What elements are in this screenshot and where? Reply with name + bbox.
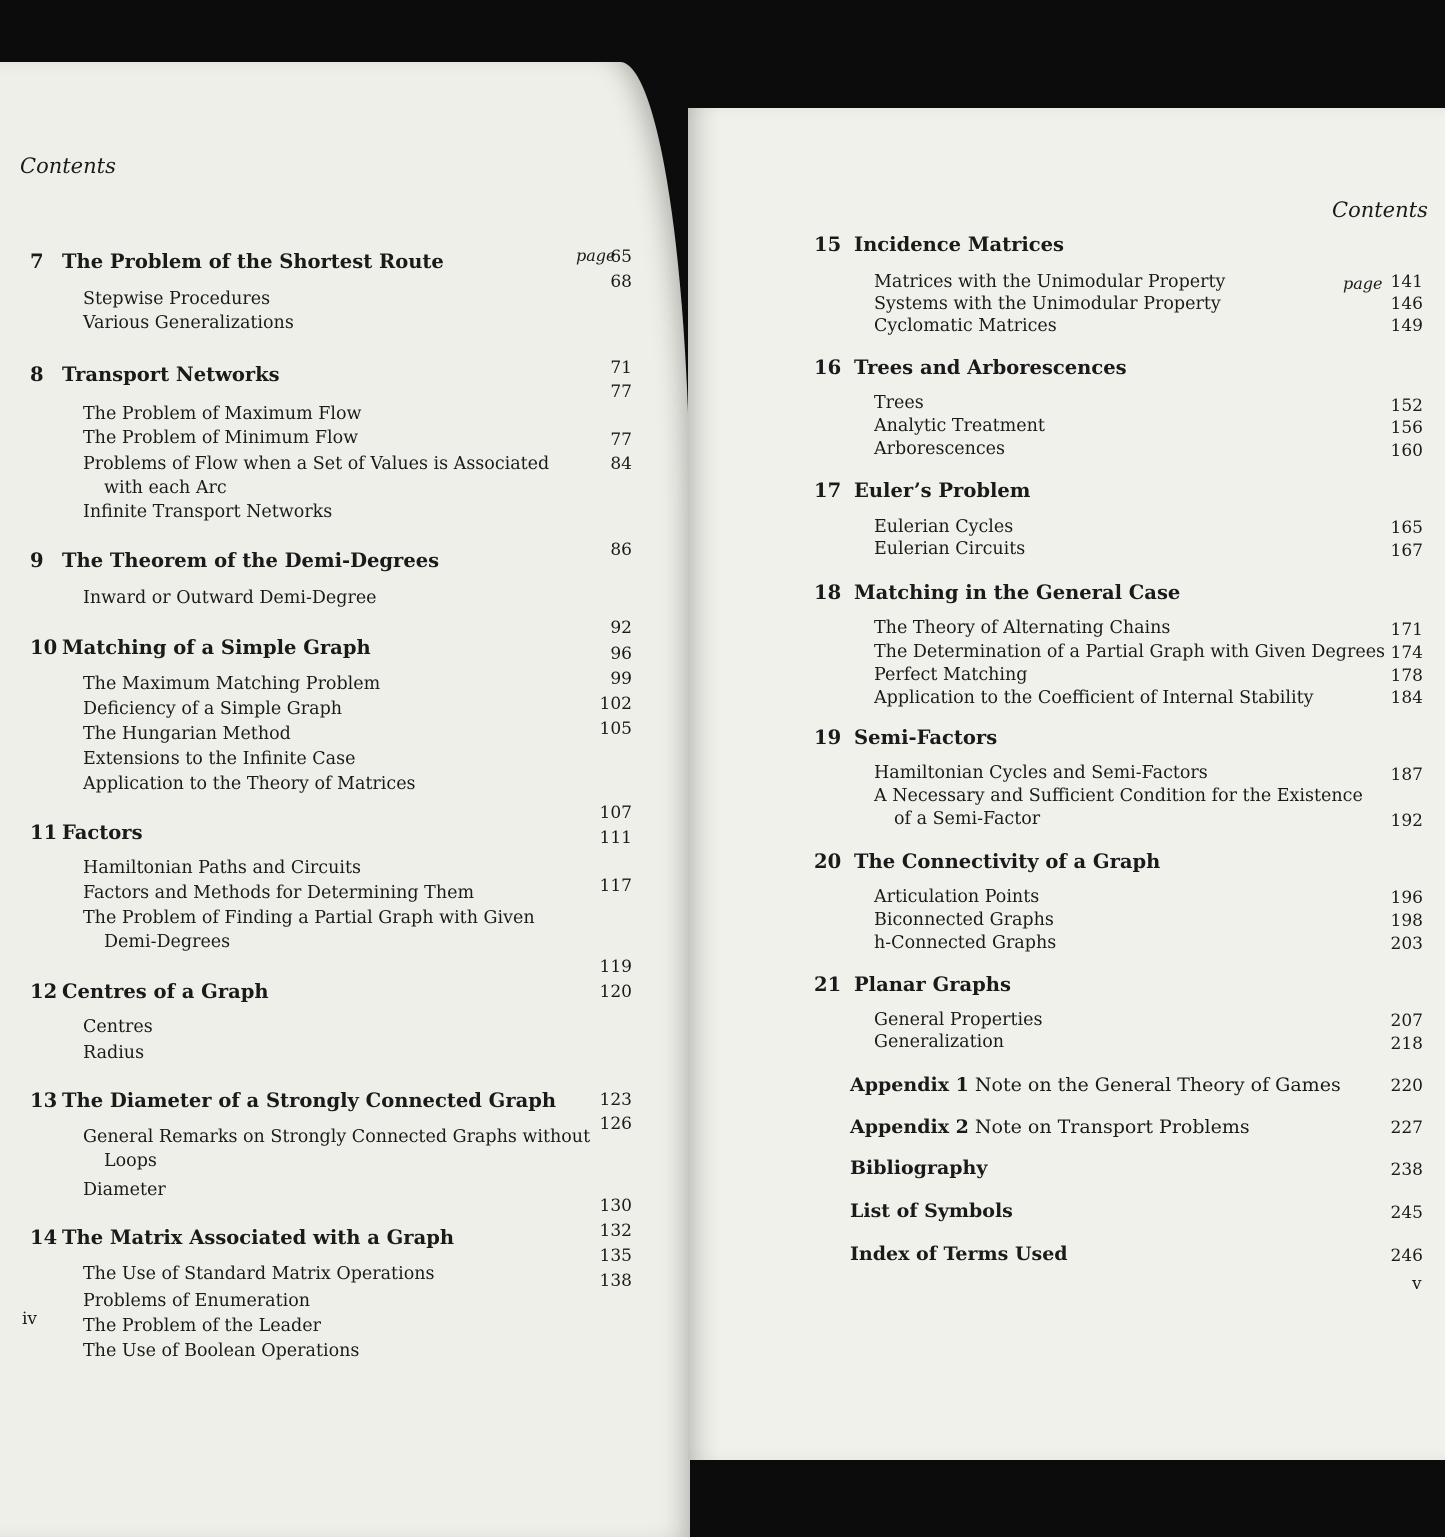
chapter-title-text: Trees and Arborescences	[854, 356, 1127, 379]
section-entry: Radius	[83, 1043, 145, 1063]
page-number: 203	[1390, 934, 1423, 954]
section-entry: The Use of Standard Matrix Operations	[83, 1264, 435, 1284]
section-entry: Application to the Theory of Matrices	[83, 774, 416, 794]
page-number: 245	[1390, 1203, 1423, 1223]
chapter-number: 14	[30, 1226, 58, 1249]
chapter-title-text: Matching of a Simple Graph	[62, 636, 371, 659]
page-number: 135	[599, 1246, 632, 1266]
back-matter-entry	[850, 1243, 1068, 1265]
page-number: 167	[1390, 541, 1423, 561]
chapter-number: 15	[814, 233, 842, 256]
page-number: 218	[1390, 1034, 1423, 1054]
page-number: 149	[1390, 316, 1423, 336]
section-entry: Various Generalizations	[83, 313, 294, 333]
page-number: 238	[1390, 1160, 1423, 1180]
appendix-entry	[850, 1116, 1250, 1138]
chapter-title	[814, 479, 1030, 502]
page-number: 130	[599, 1196, 632, 1216]
section-entry: The Problem of the Leader	[83, 1316, 321, 1336]
page-number: 123	[599, 1090, 632, 1110]
page-number: 132	[599, 1221, 632, 1241]
section-entry: The Maximum Matching Problem	[83, 674, 381, 694]
page-number: 105	[599, 719, 632, 739]
back-matter-entry	[850, 1157, 987, 1179]
page-number: 171	[1390, 620, 1423, 640]
page-number: 86	[610, 540, 632, 560]
chapter-number: 10	[30, 636, 58, 659]
page-number: 156	[1390, 418, 1423, 438]
section-entry: The Determination of a Partial Graph with Given Degrees	[874, 642, 1386, 662]
section-entry: Problems of Enumeration	[83, 1291, 311, 1311]
section-entry: Analytic Treatment	[874, 416, 1045, 436]
chapter-title	[814, 850, 1160, 873]
chapter-title	[30, 250, 444, 273]
page-number: 68	[610, 272, 632, 292]
section-entry: Factors and Methods for Determining Them	[83, 883, 475, 903]
chapter-number: 13	[30, 1089, 58, 1112]
chapter-title	[30, 363, 280, 386]
page-number: 77	[610, 382, 632, 402]
chapter-number: 18	[814, 581, 842, 604]
page-number: 246	[1390, 1246, 1423, 1266]
chapter-title-text: The Diameter of a Strongly Connected Graph	[62, 1089, 557, 1112]
right-page	[688, 108, 1445, 1460]
back-matter-title: Index of Terms Used	[850, 1243, 1068, 1265]
page-number: 99	[610, 669, 632, 689]
page-number: 178	[1390, 666, 1423, 686]
page-number: 165	[1390, 518, 1423, 538]
page-number: 96	[610, 644, 632, 664]
section-entry: Eulerian Cycles	[874, 517, 1014, 537]
page-number: 146	[1390, 294, 1423, 314]
back-matter-title: Bibliography	[850, 1157, 988, 1179]
section-entry-continued: Loops	[104, 1151, 157, 1171]
chapter-title	[814, 233, 1064, 256]
page-number: 192	[1390, 811, 1423, 831]
chapter-number: 8	[30, 363, 44, 386]
section-entry: Articulation Points	[874, 887, 1040, 907]
section-entry: The Theory of Alternating Chains	[874, 618, 1171, 638]
right-folio: v	[1412, 1274, 1422, 1294]
chapter-title	[30, 636, 371, 659]
appendix-label: Appendix 1	[850, 1074, 969, 1096]
section-entry: General Properties	[874, 1010, 1043, 1030]
chapter-title-text: The Theorem of the Demi-Degrees	[62, 549, 440, 572]
chapter-number: 16	[814, 356, 842, 379]
left-page	[0, 62, 690, 1537]
chapter-title-text: The Connectivity of a Graph	[854, 850, 1161, 873]
page-number: 220	[1390, 1076, 1423, 1096]
page-number: 92	[610, 618, 632, 638]
section-entry: Biconnected Graphs	[874, 910, 1054, 930]
chapter-number: 12	[30, 980, 58, 1003]
page-number: 174	[1390, 643, 1423, 663]
chapter-title-text: The Matrix Associated with a Graph	[62, 1226, 455, 1249]
chapter-number: 21	[814, 973, 842, 996]
section-entry: Generalization	[874, 1032, 1005, 1052]
right-running-head: Contents	[1332, 198, 1428, 222]
page-number: 120	[599, 982, 632, 1002]
section-entry: h-Connected Graphs	[874, 933, 1057, 953]
section-entry: Systems with the Unimodular Property	[874, 294, 1221, 314]
section-entry: Problems of Flow when a Set of Values is Associated	[83, 454, 550, 474]
section-entry: A Necessary and Sufficient Condition for the Existence	[874, 786, 1363, 806]
section-entry: Diameter	[83, 1180, 166, 1200]
chapter-title	[814, 973, 1011, 996]
page-number: 152	[1390, 396, 1423, 416]
chapter-title	[30, 549, 439, 572]
section-entry: Arborescences	[874, 439, 1006, 459]
section-entry: The Problem of Maximum Flow	[83, 404, 362, 424]
section-entry: General Remarks on Strongly Connected Graphs without	[83, 1127, 591, 1147]
chapter-title-text: Euler’s Problem	[854, 479, 1031, 502]
page-number: 160	[1390, 441, 1423, 461]
appendix-title: Note on the General Theory of Games	[968, 1074, 1341, 1096]
section-entry: Eulerian Circuits	[874, 539, 1026, 559]
section-entry: Centres	[83, 1017, 153, 1037]
page-number: 117	[599, 876, 632, 896]
section-entry: Stepwise Procedures	[83, 289, 271, 309]
section-entry-continued: Demi-Degrees	[104, 932, 231, 952]
appendix-entry	[850, 1074, 1341, 1096]
chapter-title	[30, 821, 143, 844]
page-number: 71	[610, 358, 632, 378]
section-entry: The Use of Boolean Operations	[83, 1341, 360, 1361]
chapter-title-text: Transport Networks	[62, 363, 280, 386]
chapter-title	[814, 356, 1127, 379]
section-entry: Hamiltonian Paths and Circuits	[83, 858, 361, 878]
chapter-title	[814, 581, 1180, 604]
chapter-title-text: The Problem of the Shortest Route	[62, 250, 444, 273]
page-number: 111	[599, 828, 632, 848]
section-entry: Cyclomatic Matrices	[874, 316, 1057, 336]
section-entry: The Problem of Minimum Flow	[83, 428, 359, 448]
back-matter-title: List of Symbols	[850, 1200, 1013, 1222]
section-entry-continued: of a Semi-Factor	[894, 809, 1041, 829]
chapter-number: 20	[814, 850, 842, 873]
right-page-label: page	[1343, 274, 1383, 293]
section-entry: Trees	[874, 393, 924, 413]
chapter-number: 19	[814, 726, 842, 749]
section-entry: Hamiltonian Cycles and Semi-Factors	[874, 763, 1208, 783]
page-number: 65	[610, 247, 632, 267]
section-entry: Inward or Outward Demi-Degree	[83, 588, 377, 608]
section-entry: Perfect Matching	[874, 665, 1028, 685]
page-number: 187	[1390, 765, 1423, 785]
chapter-title	[30, 980, 269, 1003]
left-folio: iv	[22, 1309, 38, 1329]
page-number: 227	[1390, 1118, 1423, 1138]
page-number: 84	[610, 454, 632, 474]
page-number: 77	[610, 430, 632, 450]
section-entry-continued: with each Arc	[104, 478, 227, 498]
chapter-title-text: Matching in the General Case	[854, 581, 1181, 604]
chapter-title	[30, 1089, 556, 1112]
section-entry: Application to the Coefficient of Internal Stability	[874, 688, 1314, 708]
chapter-title	[30, 1226, 454, 1249]
page-number: 196	[1390, 888, 1423, 908]
back-matter-entry	[850, 1200, 1013, 1222]
chapter-title-text: Semi-Factors	[854, 726, 998, 749]
appendix-label: Appendix 2	[850, 1116, 969, 1138]
page-number: 102	[599, 694, 632, 714]
section-entry: Deficiency of a Simple Graph	[83, 699, 343, 719]
chapter-number: 7	[30, 250, 44, 273]
section-entry: Extensions to the Infinite Case	[83, 749, 356, 769]
section-entry: Infinite Transport Networks	[83, 502, 333, 522]
appendix-title: Note on Transport Problems	[968, 1116, 1250, 1138]
page-number: 198	[1390, 911, 1423, 931]
chapter-number: 17	[814, 479, 842, 502]
page-number: 207	[1390, 1011, 1423, 1031]
page-number: 126	[599, 1114, 632, 1134]
chapter-title-text: Factors	[62, 821, 143, 844]
page-number: 141	[1390, 272, 1423, 292]
page-number: 138	[599, 1271, 632, 1291]
chapter-number: 9	[30, 549, 44, 572]
left-running-head: Contents	[20, 154, 116, 178]
page-number: 184	[1390, 688, 1423, 708]
chapter-number: 11	[30, 821, 58, 844]
section-entry: Matrices with the Unimodular Property	[874, 272, 1226, 292]
chapter-title-text: Centres of a Graph	[62, 980, 269, 1003]
left-page-label: page	[576, 246, 616, 265]
page-number: 107	[599, 803, 632, 823]
chapter-title-text: Incidence Matrices	[854, 233, 1065, 256]
section-entry: The Hungarian Method	[83, 724, 291, 744]
chapter-title-text: Planar Graphs	[854, 973, 1011, 996]
chapter-title	[814, 726, 997, 749]
page-number: 119	[599, 957, 632, 977]
section-entry: The Problem of Finding a Partial Graph with Given	[83, 908, 535, 928]
